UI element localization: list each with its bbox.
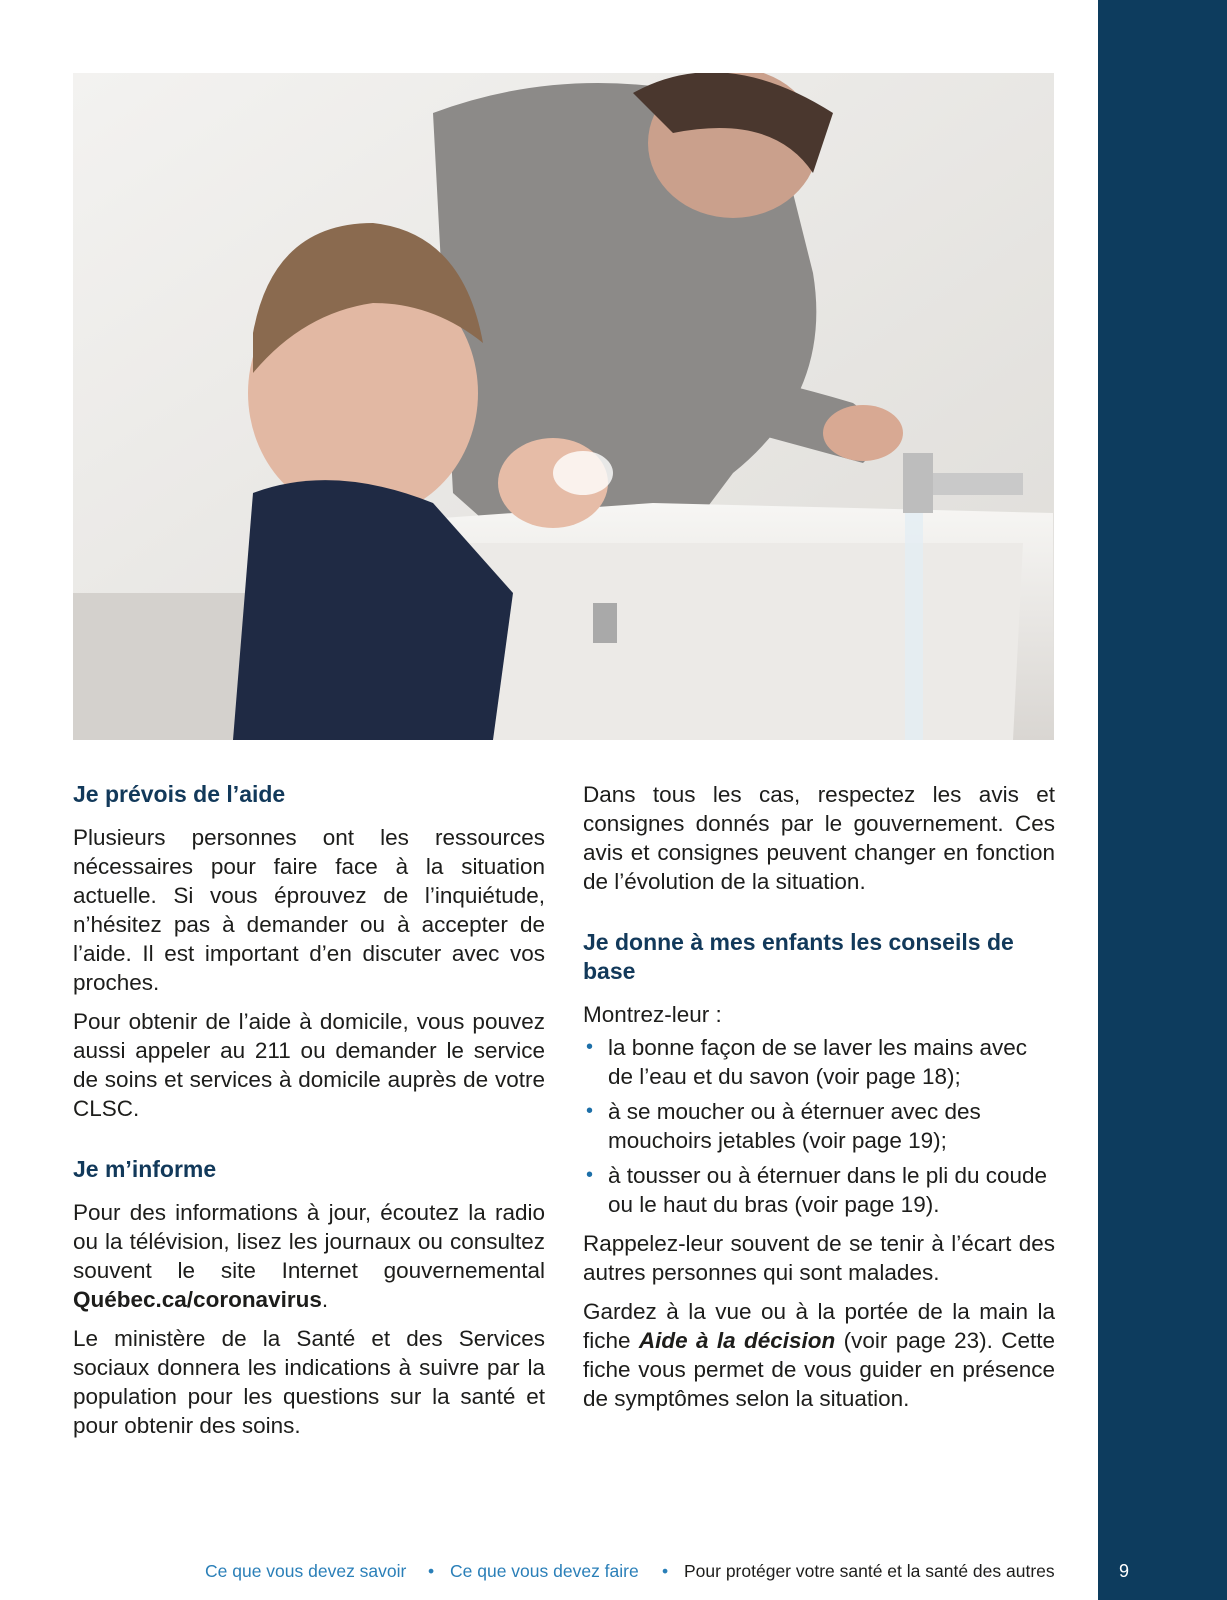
footer-navigation [0, 1556, 1088, 1586]
inform-end: . [321, 1287, 329, 1312]
heading-inform: Je m’informe [73, 1156, 217, 1182]
page-number: 9 [1118, 1561, 1129, 1581]
heading-help: Je prévois de l’aide [73, 781, 286, 807]
remind-paragraph: Rappelez-leur souvent de se tenir à l’écart des autres personnes qui sont malades. [583, 1231, 1055, 1285]
side-color-band [1098, 0, 1227, 1600]
bullet-icon: • [586, 1036, 594, 1058]
list-item: • à tousser ou à éternuer dans le pli du coude ou le haut du bras (voir page 19). [586, 1163, 1048, 1217]
inform-paragraph-1 [73, 1198, 545, 1314]
help-paragraph-2: Pour obtenir de l’aide à domicile, vous pouvez aussi appeler au 211 ou demander le service de soins et services à domicile auprès de votre CLSC. [73, 1009, 545, 1121]
keep-paragraph: Gardez à la vue ou à la portée de la main la fiche Aide à la décision (voir page 23). Cette fiche vous permet de vous guider en présence de symptômes selon la situation. [583, 1299, 1055, 1411]
decision-aid-title: Aide à la décision [638, 1328, 836, 1353]
list-item: • la bonne façon de se laver les mains avec de l’eau et du savon (voir page 18); [586, 1035, 1027, 1089]
quebec-coronavirus-link[interactable]: Québec.ca/coronavirus [73, 1287, 322, 1312]
footer-link-what-to-know[interactable]: Ce que vous devez savoir [205, 1561, 407, 1581]
footer-link-what-to-do[interactable]: Ce que vous devez faire [450, 1561, 639, 1581]
show-them-text: Montrez-leur : [583, 1002, 722, 1027]
footer-separator: • [662, 1561, 669, 1581]
photo-handwashing [73, 73, 1054, 740]
right-column [583, 780, 1055, 1423]
list-item: • à se moucher ou à éternuer avec des mouchoirs jetables (voir page 19); [586, 1099, 981, 1153]
help-paragraph-1: Plusieurs personnes ont les ressources nécessaires pour faire face à la situation actuelle. Si vous éprouvez de l’inquiétude, n’hésitez pas à demander ou à accepter de l’aide. Il est important d’en discuter avec vos proches. [73, 825, 545, 995]
heading-children: Je donne à mes enfants les conseils de base [583, 929, 1014, 984]
bullet-icon: • [586, 1100, 594, 1122]
advice-paragraph: Dans tous les cas, respectez les avis et consignes donnés par le gouvernement. Ces avis et consignes peuvent changer en fonction de l’évolution de la situation. [583, 782, 1055, 894]
footer-separator: • [428, 1561, 435, 1581]
inform-text: Pour des informations à jour, écoutez la radio ou la télévision, lisez les journaux ou consultez souvent le site Internet gouvernemental [73, 1200, 545, 1283]
inform-paragraph-2: Le ministère de la Santé et des Services sociaux donnera les indications à suivre par la population pour les questions sur la santé et pour obtenir des soins. [73, 1326, 545, 1438]
advice-list [583, 1033, 1055, 1219]
left-column [73, 780, 545, 1450]
footer-current-section: Pour protéger votre santé et la santé des autres [684, 1561, 1055, 1581]
bullet-icon: • [586, 1164, 594, 1186]
photo-handwashing-illustration [73, 73, 1054, 740]
